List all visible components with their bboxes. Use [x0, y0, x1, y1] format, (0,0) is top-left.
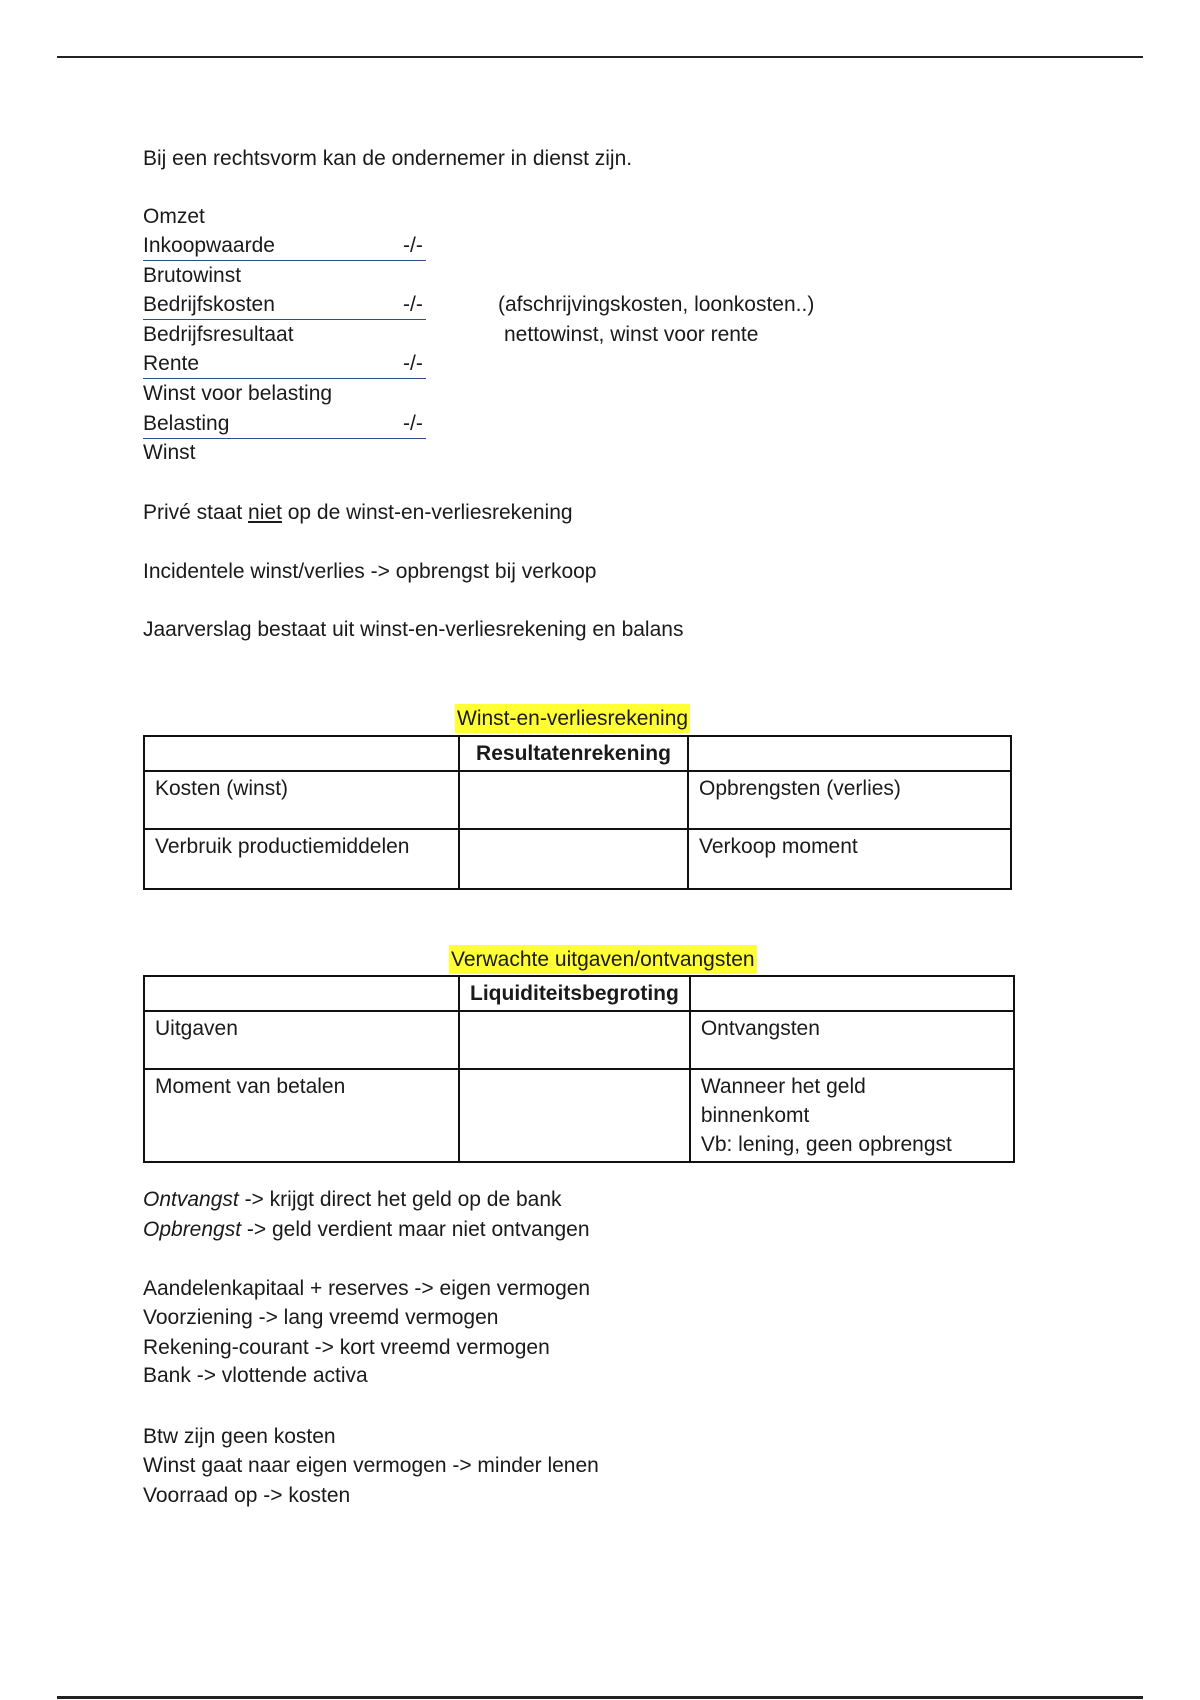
table-row	[144, 1011, 1014, 1069]
table1-header: Resultatenrekening	[459, 736, 688, 771]
list-item: Btw zijn geen kosten	[143, 1425, 336, 1448]
list-item: Voorraad op -> kosten	[143, 1484, 351, 1507]
emphasis-niet: niet	[248, 501, 282, 524]
calc-row-brutowinst: Brutowinst	[143, 264, 242, 287]
calc-row-rente: Rente -/-	[143, 349, 426, 379]
note-bedrijfsresultaat: nettowinst, winst voor rente	[504, 323, 759, 346]
table2-header: Liquiditeitsbegroting	[459, 976, 690, 1011]
resultatenrekening-table	[143, 735, 1012, 890]
table-row	[144, 1069, 1014, 1162]
list-item: Bank -> vlottende activa	[143, 1364, 368, 1387]
definition-ontvangst: Ontvangst -> krijgt direct het geld op de bank	[143, 1188, 562, 1211]
calc-row-bedrijfskosten: Bedrijfskosten -/-	[143, 290, 426, 320]
calc-row-winst: Winst	[143, 441, 196, 464]
table-cell: Verbruik productiemiddelen	[144, 829, 459, 889]
table-cell: Wanneer het geld binnenkomt Vb: lening, geen opbrengst	[690, 1069, 1014, 1162]
table-cell: Opbrengsten (verlies)	[688, 771, 1011, 829]
intro-text: Bij een rechtsvorm kan de ondernemer in dienst zijn.	[143, 147, 633, 170]
table1-title: Winst-en-verliesrekening	[455, 704, 690, 733]
table2-title: Verwachte uitgaven/ontvangsten	[449, 945, 757, 974]
calc-row-omzet: Omzet	[143, 205, 205, 228]
list-item: Winst gaat naar eigen vermogen -> minder lenen	[143, 1454, 599, 1477]
note-bedrijfskosten: (afschrijvingskosten, loonkosten..)	[498, 293, 815, 316]
prive-text: Privé staat niet op de winst-en-verliesrekening	[143, 501, 573, 524]
table-cell: Kosten (winst)	[144, 771, 459, 829]
table-row	[144, 771, 1011, 829]
header-rule	[57, 56, 1143, 58]
table-cell: Uitgaven	[144, 1011, 459, 1069]
calc-row-bedrijfsresultaat: Bedrijfsresultaat	[143, 323, 294, 346]
liquiditeitsbegroting-table	[143, 975, 1015, 1163]
table-cell: Moment van betalen	[144, 1069, 459, 1162]
table-row	[144, 736, 1011, 771]
calc-row-belasting: Belasting -/-	[143, 409, 426, 439]
table-row	[144, 976, 1014, 1011]
list-item: Voorziening -> lang vreemd vermogen	[143, 1306, 499, 1329]
incidenteel-text: Incidentele winst/verlies -> opbrengst bij verkoop	[143, 560, 597, 583]
calc-row-inkoopwaarde: Inkoopwaarde -/-	[143, 231, 426, 261]
footer-rule	[57, 1696, 1143, 1699]
table-row	[144, 829, 1011, 889]
table-cell: Verkoop moment	[688, 829, 1011, 889]
list-item: Rekening-courant -> kort vreemd vermogen	[143, 1336, 550, 1359]
calc-row-winst-voor-belasting: Winst voor belasting	[143, 382, 333, 405]
table-cell: Ontvangsten	[690, 1011, 1014, 1069]
definition-opbrengst: Opbrengst -> geld verdient maar niet ontvangen	[143, 1218, 590, 1241]
jaarverslag-text: Jaarverslag bestaat uit winst-en-verliesrekening en balans	[143, 618, 684, 641]
list-item: Aandelenkapitaal + reserves -> eigen vermogen	[143, 1277, 591, 1300]
